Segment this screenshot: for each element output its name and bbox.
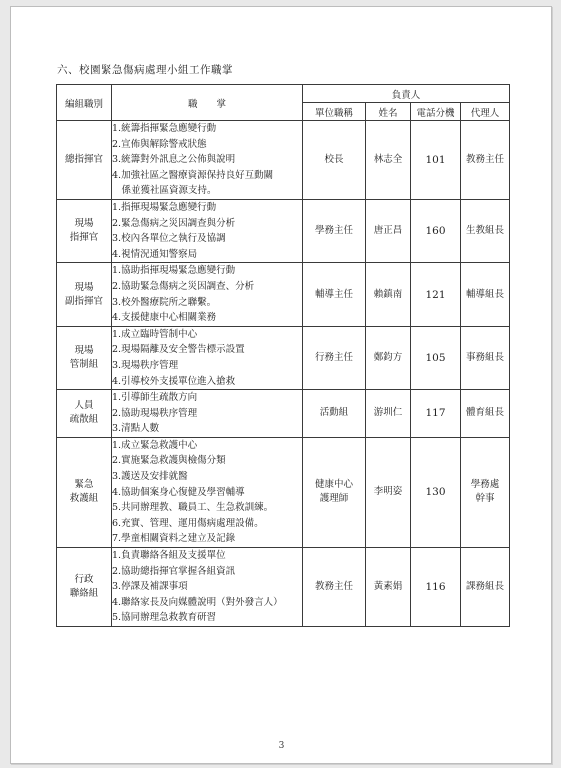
duty-table [56,84,510,627]
duty-item: 1.成立臨時管制中心 [112,328,198,340]
duty-item: 4.視情況通知警察局 [112,248,198,260]
section-title: 六、校園緊急傷病處理小組工作職掌 [57,64,233,76]
deputy-label: 學務處 [470,479,500,491]
name-cell: 林志全 [366,121,411,200]
title-cell [303,437,366,547]
ext-cell: 160 [411,199,461,262]
duty-item: 4.支援健康中心相關業務 [112,312,217,324]
group-label: 副指揮官 [64,295,103,307]
title-label: 輔導主任 [314,288,353,300]
table-row [57,390,510,438]
title-cell [303,548,366,627]
duty-item: 3.校外醫療院所之聯繫。 [112,296,217,308]
name-cell: 賴鎮南 [366,263,411,326]
duty-item: 1.統籌指揮緊急應變行動 [112,123,217,134]
duty-item: 係並獲社區資源支持。 [112,185,217,197]
duty-item: 5.共同辦理教、職員工、生急救訓練。 [112,502,274,514]
header-ext: 電話分機 [411,103,461,121]
table-row [57,121,510,200]
title-cell [303,263,366,326]
deputy-label: 生教組長 [466,225,505,237]
group-label: 現場 [74,218,94,230]
deputy-label: 課務組長 [466,581,505,593]
name-cell: 李明姿 [366,437,411,547]
title-label: 校長 [324,153,344,165]
duties-cell [112,199,303,262]
header-title: 單位職稱 [303,103,366,121]
table-row [57,199,510,262]
duties-cell [112,437,303,547]
ext-cell: 117 [411,390,461,438]
duty-item: 2.宣佈與解除警戒狀態 [112,138,207,150]
group-label: 總指揮官 [64,153,103,165]
table-row [57,326,510,389]
duties-cell [112,326,303,389]
duty-item: 2.現場隔離及安全警告標示設置 [112,344,245,356]
ext-cell: 116 [411,548,461,627]
deputy-label: 事務組長 [466,351,505,363]
duty-item: 2.協助緊急傷病之災因調查、分析 [112,280,255,292]
deputy-cell [461,199,510,262]
group-cell [57,326,112,389]
name-cell: 鄭鈞方 [366,326,411,389]
header-duties: 職 掌 [112,85,303,121]
duty-item: 4.協助個案身心復健及學習輔導 [112,486,245,498]
duty-item: 2.協助現場秩序管理 [112,407,198,419]
title-label: 學務主任 [314,225,353,237]
duty-item: 3.校內各單位之執行及協調 [112,233,226,245]
document-page [10,6,552,764]
duty-item: 1.引導師生疏散方向 [112,392,198,404]
group-cell [57,548,112,627]
duty-item: 3.護送及安排就醫 [112,471,188,483]
duty-item: 3.清點人數 [112,423,160,435]
title-label: 行務主任 [314,351,353,363]
group-cell [57,263,112,326]
deputy-cell [461,390,510,438]
duty-item: 3.現場秩序管理 [112,359,179,371]
title-cell [303,390,366,438]
header-deputy: 代理人 [461,103,510,121]
deputy-cell [461,548,510,627]
group-label: 人員 [74,400,94,412]
header-group: 編組職別 [57,85,112,121]
duties-cell [112,548,303,627]
page-number: 3 [278,741,285,751]
ext-cell: 130 [411,437,461,547]
duty-item: 2.協助總指揮官掌握各組資訊 [112,565,236,577]
duty-item: 5.協同辦理急救教育研習 [112,612,217,624]
table-body [57,121,510,627]
deputy-label: 幹事 [475,493,495,505]
duty-item: 6.充實、管理、運用傷病處理設備。 [112,517,264,529]
duty-item: 7.學童相關資料之建立及記錄 [112,533,236,545]
title-cell [303,199,366,262]
group-label: 疏散組 [69,414,99,426]
deputy-cell [461,437,510,547]
group-label: 救護組 [69,493,99,505]
duty-item: 2.緊急傷病之災因調查與分析 [112,217,236,229]
name-cell: 唐正昌 [366,199,411,262]
duty-item: 1.成立緊急救護中心 [112,439,198,451]
title-label: 健康中心 [314,479,353,491]
name-cell: 游圳仁 [366,390,411,438]
table-row [57,263,510,326]
ext-cell: 121 [411,263,461,326]
name-cell: 黃素娟 [366,548,411,627]
duties-cell [112,121,303,200]
group-label: 緊急 [74,479,94,491]
duties-cell [112,390,303,438]
deputy-cell [461,263,510,326]
duty-item: 4.聯絡家長及向媒體說明（對外發言人） [112,596,283,608]
duty-item: 2.實施緊急救護與檢傷分類 [112,455,226,467]
header-responsible: 負責人 [303,85,510,103]
group-label: 現場 [74,344,94,356]
group-cell [57,390,112,438]
group-label: 現場 [74,281,94,293]
deputy-cell [461,121,510,200]
group-cell [57,121,112,200]
deputy-label: 教務主任 [466,153,505,165]
header-name: 姓名 [366,103,411,121]
duty-item: 1.負責聯絡各組及支援單位 [112,550,226,562]
table-row [57,437,510,547]
ext-cell: 101 [411,121,461,200]
group-cell [57,437,112,547]
group-label: 管制組 [69,358,99,370]
deputy-label: 輔導組長 [466,288,505,300]
ext-cell: 105 [411,326,461,389]
duty-item: 3.統籌對外訊息之公佈與說明 [112,154,236,166]
title-label: 護理師 [319,493,349,505]
duty-item: 4.加強社區之醫療資源保持良好互動關 [112,169,274,181]
group-label: 行政 [74,574,94,586]
title-label: 教務主任 [314,581,353,593]
title-label: 活動組 [319,407,349,419]
table-row [57,548,510,627]
deputy-label: 體育組長 [466,407,505,419]
title-cell [303,121,366,200]
group-label: 指揮官 [69,232,99,244]
deputy-cell [461,326,510,389]
duty-item: 1.協助指揮現場緊急應變行動 [112,265,236,277]
duty-item: 1.指揮現場緊急應變行動 [112,201,217,213]
duty-item: 4.引導校外支援單位進入搶救 [112,375,236,387]
duties-cell [112,263,303,326]
group-cell [57,199,112,262]
title-cell [303,326,366,389]
group-label: 聯絡組 [69,588,99,600]
duty-item: 3.停課及補課事項 [112,581,188,593]
